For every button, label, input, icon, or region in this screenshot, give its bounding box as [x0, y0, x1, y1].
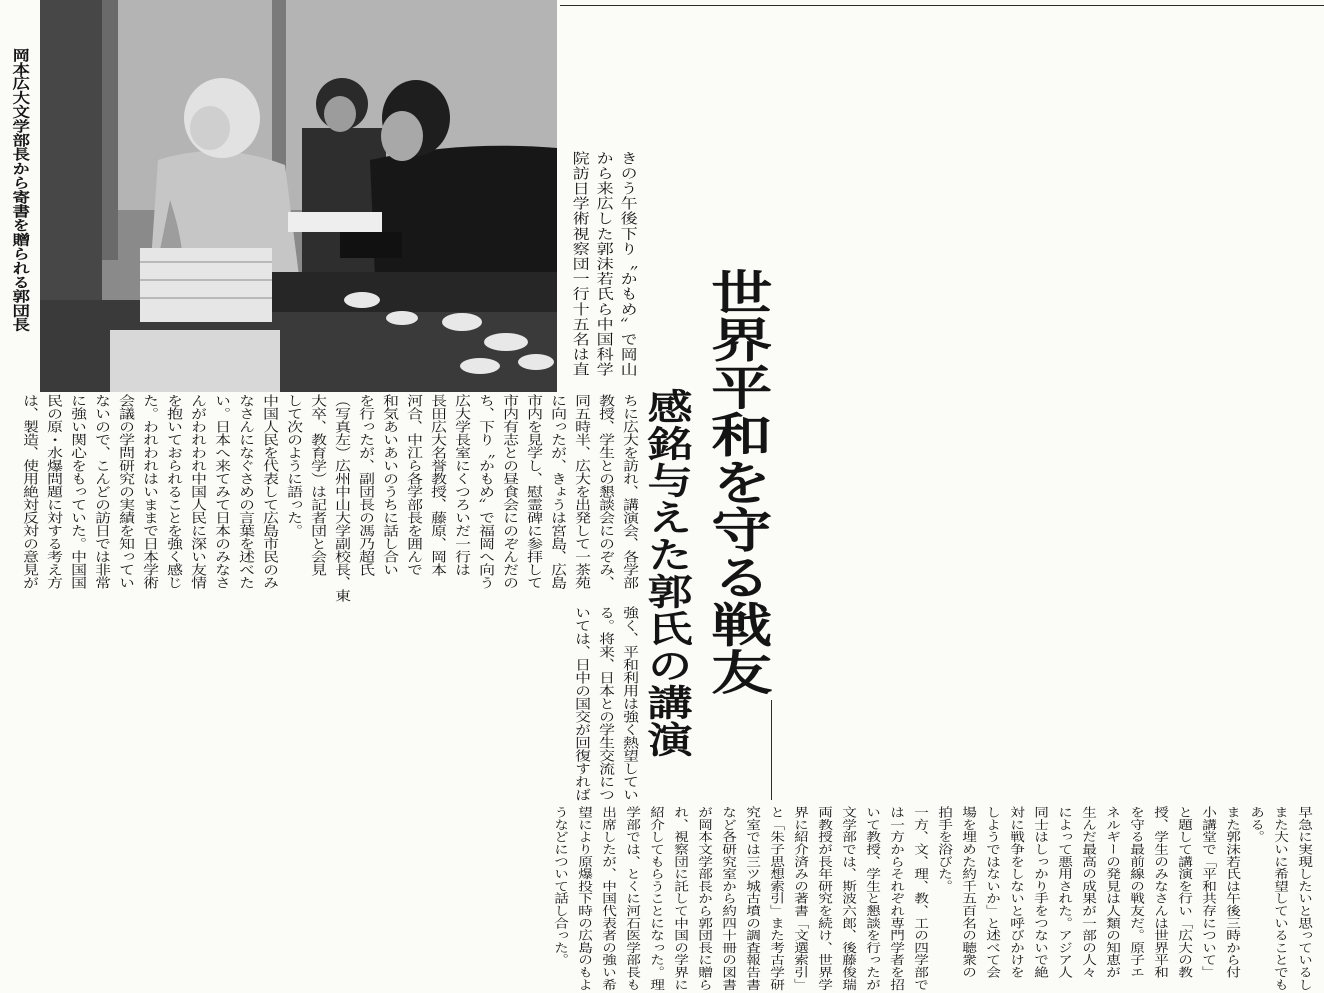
photo-caption: 岡本広大文学部長から寄書を贈られる郭団長 [10, 48, 30, 332]
text-column: 紹介してもらうことになった。理 [648, 806, 666, 991]
text-column: ち、下り〝かもめ〟で福岡へ向う [475, 394, 494, 589]
text-column: に向ったが、きょうは宮島、広島 [547, 394, 566, 589]
text-column: うなどについて話し合った。 [552, 806, 570, 966]
text-column: ないので、こんどの訪日では非常 [91, 394, 110, 589]
text-column: なさんになぐさめの言葉を述べた [235, 394, 254, 589]
text-column: 市内有志との昼食会にのぞんだの [499, 394, 518, 589]
text-column: を守る最前線の戦友だ。原子エ [1128, 806, 1146, 979]
text-column: 民の原・水爆問題に対する考え方 [43, 394, 62, 589]
text-column: は一方からそれぞれ専門学者を招 [888, 806, 906, 991]
text-column: 究室では三ツ城古墳の調査報告書 [744, 806, 762, 991]
text-column: 拍手を浴びた。 [936, 806, 954, 893]
text-column: によって悪用された。アジア人 [1056, 806, 1074, 979]
text-column: 学部では、とくに河石医学部長も [624, 806, 642, 991]
column-rule [771, 700, 772, 800]
text-column: 同五時半、広大を出発して一茶苑 [571, 394, 590, 589]
text-column: を行ったが、副団長の馮乃超氏 [355, 394, 374, 576]
text-column: 市内を見学し、慰霊碑に参拝して [523, 394, 542, 589]
text-column: に強い関心をもっていた。中国国 [67, 394, 86, 589]
article-block-4 [549, 806, 1317, 991]
text-column: から来広した郭沫若氏ら中国科学 [594, 151, 614, 378]
text-column: を抱いておられることを強く感じ [163, 394, 182, 589]
text-column: た。われわれはいままで日本学術 [139, 394, 158, 589]
text-column: 出席したが、中国代表者の強い希 [600, 806, 618, 991]
text-column: ある。 [1248, 806, 1266, 843]
text-column: 同士はしっかり手をつないで絶 [1032, 806, 1050, 979]
headline-main: 世界平和を守る戦友 [700, 268, 773, 696]
text-column: など各研究室から約四十冊の図書 [720, 806, 738, 991]
text-column: 長田広大名誉教授、藤原、岡本 [427, 394, 446, 576]
text-column: 望により原爆投下時の広島のもよ [576, 806, 594, 991]
text-column: 文学部では、斯波六郎、後藤俊瑞 [840, 806, 858, 991]
text-column: 広大学長室にくつろいだ一行は [451, 394, 470, 576]
text-column: は、製造、使用絶対反対の意見が [19, 394, 38, 589]
text-column: 生んだ最高の成果が一部の人々 [1080, 806, 1098, 979]
text-column: 和気あいあいのうちに話し合い [379, 394, 398, 576]
text-column: きのう午後下り〝かもめ〟で岡山 [618, 151, 638, 378]
text-column: 場を埋めた約千五百名の聴衆の [960, 806, 978, 979]
headline-sub: 感銘与えた郭氏の講演 [640, 388, 694, 758]
text-column: 授、学生のみなさんは世界平和 [1152, 806, 1170, 979]
text-column: また大いに希望していることでも [1272, 806, 1290, 991]
article-block-2 [16, 394, 640, 604]
text-column: 教授、学生との懇談会にのぞみ、 [595, 394, 614, 589]
text-column: ちに広大を訪れ、講演会、各学部 [619, 394, 638, 589]
text-column: 院訪日学術視察団一行十五名は直 [570, 151, 590, 378]
text-column: が岡本文学部長から郭団長に贈ら [696, 806, 714, 991]
photo-paper-stack [140, 248, 272, 322]
text-column: れ、視察団に託して中国の学界に [672, 806, 690, 991]
text-column: いて教授、学生と懇談を行ったが [864, 806, 882, 991]
text-column: 大卒、教育学）は記者団と会見 [307, 394, 326, 576]
text-column: 界に紹介済みの著書「文選索引」 [792, 806, 810, 991]
text-column: 強く、平和利用は強く熱望してい [619, 606, 638, 801]
text-column: また郭沫若氏は午後三時から付 [1224, 806, 1242, 979]
article-block-3 [568, 606, 640, 802]
text-column: 対に戦争をしないと呼びかけを [1008, 806, 1026, 979]
text-column: 会議の学問研究の実績を知ってい [115, 394, 134, 589]
text-column: と「朱子思想索引」また考古学研 [768, 806, 786, 991]
text-column: 一方、文、理、教、工の四学部で [912, 806, 930, 991]
article-block-lead [568, 151, 640, 387]
text-column: しようではないか」と述べて会 [984, 806, 1002, 979]
text-column: して次のように語った。 [283, 394, 302, 537]
news-photo [40, 0, 557, 392]
text-column: いては、日中の国交が回復すれば [571, 606, 590, 801]
text-column: と題して講演を行い「広大の教 [1176, 806, 1194, 979]
text-column: んがわれわれ中国人民に深い友情 [187, 394, 206, 589]
text-column: 小講堂で「平和共存について」 [1200, 806, 1218, 979]
text-column: （写真左）広州中山大学副校長、東 [331, 394, 350, 602]
text-column: 河合、中江ら各学部長を囲んで [403, 394, 422, 576]
text-column: 中国人民を代表して広島市民のみ [259, 394, 278, 589]
top-rule [560, 5, 1324, 6]
text-column: 両教授が長年研究を続け、世界学 [816, 806, 834, 991]
text-column: 早急に実現したいと思っているし [1296, 806, 1314, 991]
text-column: る。将来、日本との学生交流につ [595, 606, 614, 801]
text-column: い。日本へ来てみて日本のみなさ [211, 394, 230, 589]
text-column: ネルギーの発見は人類の知恵が [1104, 806, 1122, 979]
